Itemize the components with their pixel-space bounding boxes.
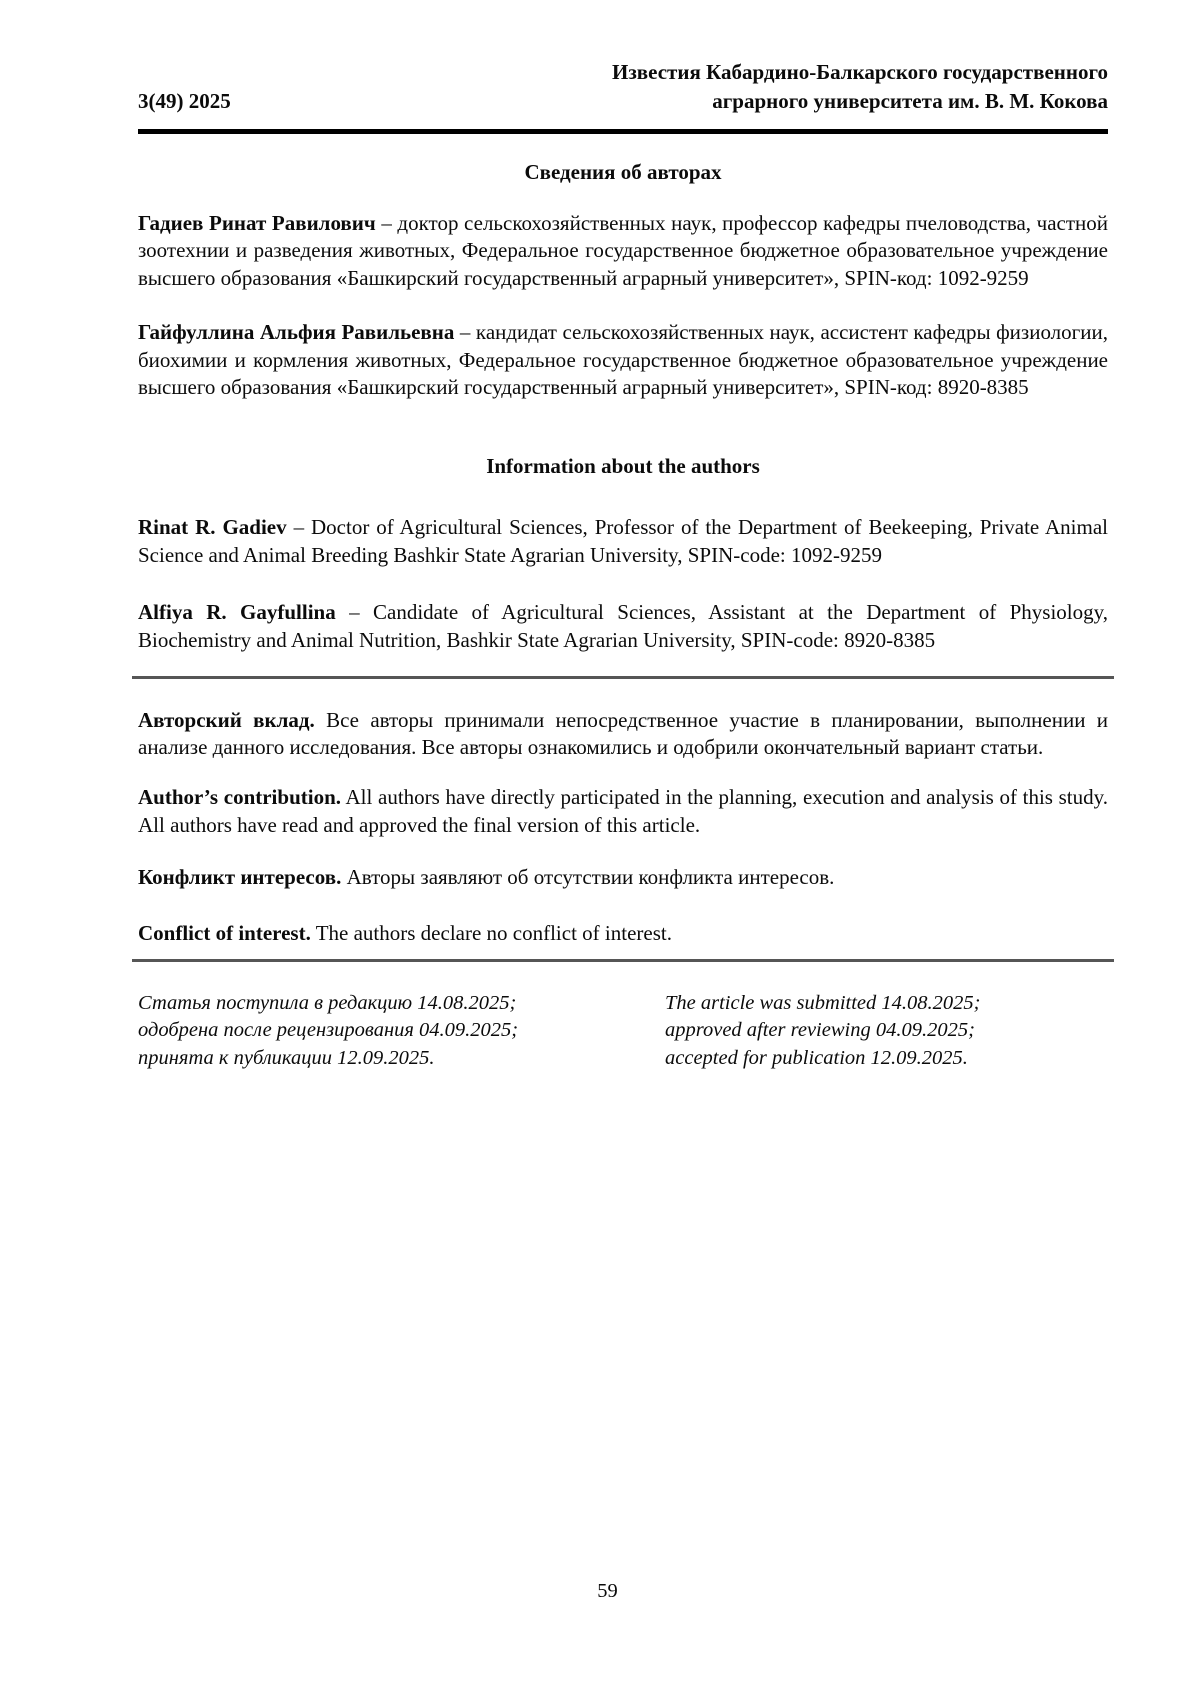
author-description: – Doctor of Agricultural Sciences, Professor of the Department of Beekeeping, Private Animal Science and Animal Breeding Bashkir State Agrarian University, SPIN-code: 1092-9259 (138, 515, 1109, 567)
statement-conflict-of-interest-ru (138, 864, 1108, 891)
author-description: – доктор сельскохозяйственных наук, профессор кафедры пчеловодства, частной зоотехнии и разведения животных, Федеральное государственное бюджетное образовательное учреждение высшего образования «Башкирский государственный аграрный университет», SPIN-код: 1092-9259 (138, 211, 1108, 290)
author-description: – Candidate of Agricultural Sciences, Assistant at the Department of Physiology, Biochemistry and Animal Nutrition, Bashkir State Agrarian University, SPIN-code: 8920-8385 (138, 600, 1108, 652)
section-divider (132, 676, 1114, 679)
article-dates (138, 990, 1108, 1073)
statement-text: All authors have directly participated in the planning, execution and analysis of this study. All authors have read and approved the final version of this article. (138, 785, 1108, 837)
date-accepted-ru: принята к публикации 12.09.2025. (138, 1046, 435, 1069)
journal-title-line2: аграрного университета им. В. М. Кокова (712, 89, 1108, 113)
author-name: Alfiya R. Gayfullina (138, 600, 336, 625)
article-dates-en (665, 990, 1108, 1073)
author-name: Гайфуллина Альфия Равильевна (138, 320, 455, 345)
issue-number: 3(49) 2025 (138, 89, 231, 113)
date-approved-ru: одобрена после рецензирования 04.09.2025; (138, 1019, 519, 1041)
header-rule (138, 129, 1108, 134)
article-dates-ru (138, 990, 665, 1073)
statement-lead: Conflict of interest. (138, 920, 311, 945)
journal-title-line1: Известия Кабардино-Балкарского государственного (612, 60, 1108, 84)
author-name: Гадиев Ринат Равилович (138, 211, 376, 235)
author-entry-ru-gayfullina (138, 319, 1108, 401)
date-accepted-en: accepted for publication 12.09.2025. (665, 1046, 968, 1069)
statement-lead: Author’s contribution. (138, 785, 342, 810)
page-header (138, 58, 1108, 116)
statement-lead: Авторский вклад. (138, 707, 315, 732)
author-description: – кандидат сельскохозяйственных наук, ассистент кафедры физиологии, биохимии и кормления животных, Федеральное государственное бюджетное образовательное учреждение высшего образования «Башкирский государственный аграрный университет», SPIN-код: 8920-8385 (138, 320, 1108, 400)
date-submitted-ru: Статья поступила в редакцию 14.08.2025; (138, 991, 517, 1014)
statement-text: Все авторы принимали непосредственное участие в планировании, выполнении и анализе данного исследования. Все авторы ознакомились и одобрили окончательный вариант статьи. (138, 707, 1109, 759)
author-entry-en-gayfullina (138, 599, 1108, 654)
page-number: 59 (597, 1580, 618, 1602)
authors-heading-ru: Сведения об авторах (524, 160, 722, 184)
author-entry-ru-gadiev (138, 210, 1108, 292)
statement-author-contribution-ru (138, 707, 1108, 762)
statement-text: The authors declare no conflict of interest. (315, 920, 672, 945)
author-name: Rinat R. Gadiev (138, 515, 287, 540)
statement-text: Авторы заявляют об отсутствии конфликта интересов. (346, 865, 835, 890)
journal-title (612, 58, 1108, 116)
date-submitted-en: The article was submitted 14.08.2025; (665, 991, 981, 1014)
authors-heading-en: Information about the authors (486, 454, 760, 479)
statement-author-contribution-en (138, 784, 1108, 839)
statement-lead: Конфликт интересов. (138, 865, 342, 890)
statement-conflict-of-interest-en (138, 920, 1108, 947)
dates-divider (132, 959, 1114, 962)
author-entry-en-gadiev (138, 514, 1108, 569)
date-approved-en: approved after reviewing 04.09.2025; (665, 1019, 975, 1041)
